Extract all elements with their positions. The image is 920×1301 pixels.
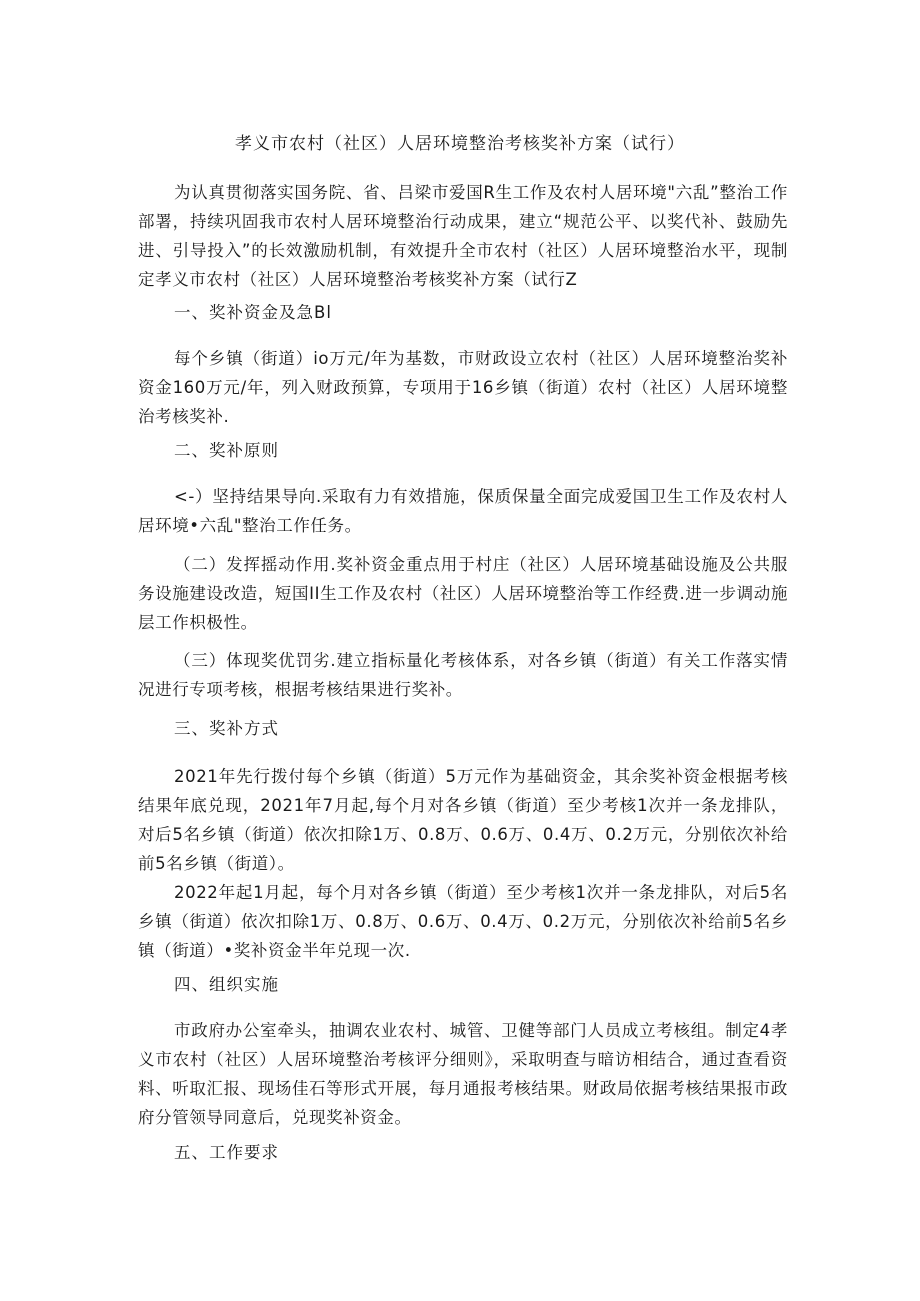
section-1-heading: 一、奖补资金及急Bl <box>174 303 332 322</box>
section-1-paragraph: 每个乡镇（街道）io万元/年为基数，市财政设立农村（社区）人居环境整治奖补资金160万元/年，列入财政预算，专项用于16乡镇（街道）农村（社区）人居环境整治考核奖补. <box>138 349 788 426</box>
section-5-heading: 五、工作要求 <box>174 1143 279 1162</box>
section-3-heading: 三、奖补方式 <box>174 719 279 738</box>
section-2-heading: 二、奖补原则 <box>174 441 279 460</box>
section-4-heading: 四、组织实施 <box>174 975 279 994</box>
document-title: 孝义市农村（社区）人居环境整治考核奖补方案（试行） <box>235 134 685 154</box>
intro-paragraph: 为认真贯彻落实国务院、省、吕梁市爱国R生工作及农村人居环境"六乱”整治工作部署，持续巩固我市农村人居环境整治行动成果，建立“规范公平、以奖代补、鼓励先进、引导投入”的长效激励机制，有效提升全市农村（社区）人居环境整治水平，现制定孝义市农村（社区）人居环境整治考核奖补方案（试行Z <box>138 183 788 289</box>
section-4-paragraph: 市政府办公室牵头，抽调农业农村、城管、卫健等部门人员成立考核组。制定4孝义市农村（社区）人居环境整治考核评分细则》，采取明查与暗访相结合，通过查看资料、听取汇报、现场佳石等形式开展，每月通报考核结果。财政局依据考核结果报市政府分管领导同意后，兑现奖补资金。 <box>138 1021 788 1127</box>
section-3-paragraph-1: 2021年先行拨付每个乡镇（街道）5万元作为基础资金，其余奖补资金根据考核结果年底兑现，2021年7月起,每个月对各乡镇（街道）至少考核1次并一条龙排队，对后5名乡镇（街道）依次扣除1万、0.8万、0.6万、0.4万、0.2万元，分别依次补给前5名乡镇（街道）。 <box>138 767 788 873</box>
section-2-paragraph-1: <-）坚持结果导向.采取有力有效措施，保质保量全面完成爱国卫生工作及农村人居环境•六乱"整治工作任务。 <box>138 487 788 535</box>
section-3-paragraph-2: 2022年起1月起，每个月对各乡镇（街道）至少考核1次并一条龙排队，对后5名乡镇（街道）依次扣除1万、0.8万、0.6万、0.4万、0.2万元，分别依次补给前5名乡镇（街道）•奖补资金半年兑现一次. <box>138 883 788 960</box>
section-2-paragraph-2: （二）发挥摇动作用.奖补资金重点用于村庄（社区）人居环境基础设施及公共服务设施建设改造，短国II生工作及农村（社区）人居环境整治等工作经费.进一步调动施层工作枳极性。 <box>138 555 788 632</box>
section-2-paragraph-3: （三）体现奖优罚劣.建立指标量化考核体系，对各乡镇（街道）有关工作落实情况进行专项考核，根据考核结果进行奖补。 <box>138 651 788 699</box>
